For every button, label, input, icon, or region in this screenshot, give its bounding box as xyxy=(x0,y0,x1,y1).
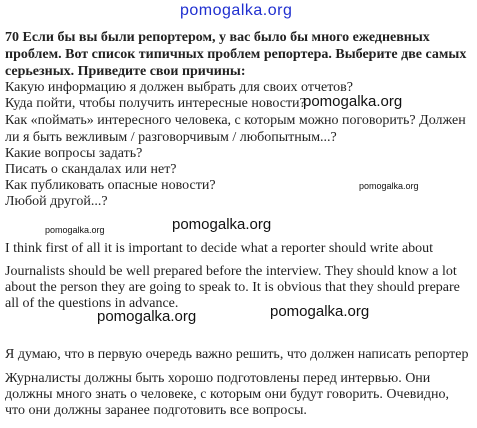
question-line-4: ли я быть вежливым / разговорчивым / любопытным...? xyxy=(5,130,337,145)
watermark-center: pomogalka.org xyxy=(172,216,272,233)
question-line-3: Как «поймать» интересного человека, с которым можно поговорить? Должен xyxy=(5,113,466,128)
watermark-small-left: pomogalka.org xyxy=(45,225,105,235)
answer-en-paragraph-2-line-1: Journalists should be well prepared before the interview. They should know a lot xyxy=(5,264,457,279)
answer-ru-paragraph-2-line-1: Журналисты должны быть хорошо подготовлены перед интервью. Они xyxy=(5,371,431,386)
watermark-small-right: pomogalka.org xyxy=(359,181,419,191)
answer-ru-paragraph-1: Я думаю, что в первую очередь важно решить, что должен написать репортер xyxy=(5,347,469,362)
question-line-6: Писать о скандалах или нет? xyxy=(5,162,177,177)
watermark-lower-left: pomogalka.org xyxy=(97,308,197,325)
question-line-8: Любой другой...? xyxy=(5,194,108,209)
task-heading-line-3: серьезных. Приведите свои причины: xyxy=(5,64,246,79)
question-line-1: Какую информацию я должен выбрать для своих отчетов? xyxy=(5,80,353,95)
answer-en-paragraph-2-line-2: about the person they are going to speak to. It is obvious that they should prepare xyxy=(5,280,460,295)
watermark-mid-right: pomogalka.org xyxy=(303,93,403,110)
task-heading-line-2: проблем. Вот список типичных проблем репортера. Выберите две самых xyxy=(5,47,467,62)
question-line-5: Какие вопросы задать? xyxy=(5,146,143,161)
question-line-7: Как публиковать опасные новости? xyxy=(5,178,216,193)
watermark-lower-right: pomogalka.org xyxy=(270,303,370,320)
watermark-top: pomogalka.org xyxy=(180,2,293,19)
answer-ru-paragraph-2-line-3: что они должны заранее подготовить все вопросы. xyxy=(5,403,307,418)
answer-en-paragraph-1: I think first of all it is important to decide what a reporter should write about xyxy=(5,241,434,256)
task-heading-line-1: 70 Если бы вы были репортером, у вас было бы много ежедневных xyxy=(5,30,430,45)
answer-en-paragraph-2-line-3: all of the questions in advance. xyxy=(5,296,179,311)
question-line-2: Куда пойти, чтобы получить интересные новости? xyxy=(5,96,306,111)
answer-ru-paragraph-2-line-2: должны много знать о человеке, с которым они будут говорить. Очевидно, xyxy=(5,387,450,402)
